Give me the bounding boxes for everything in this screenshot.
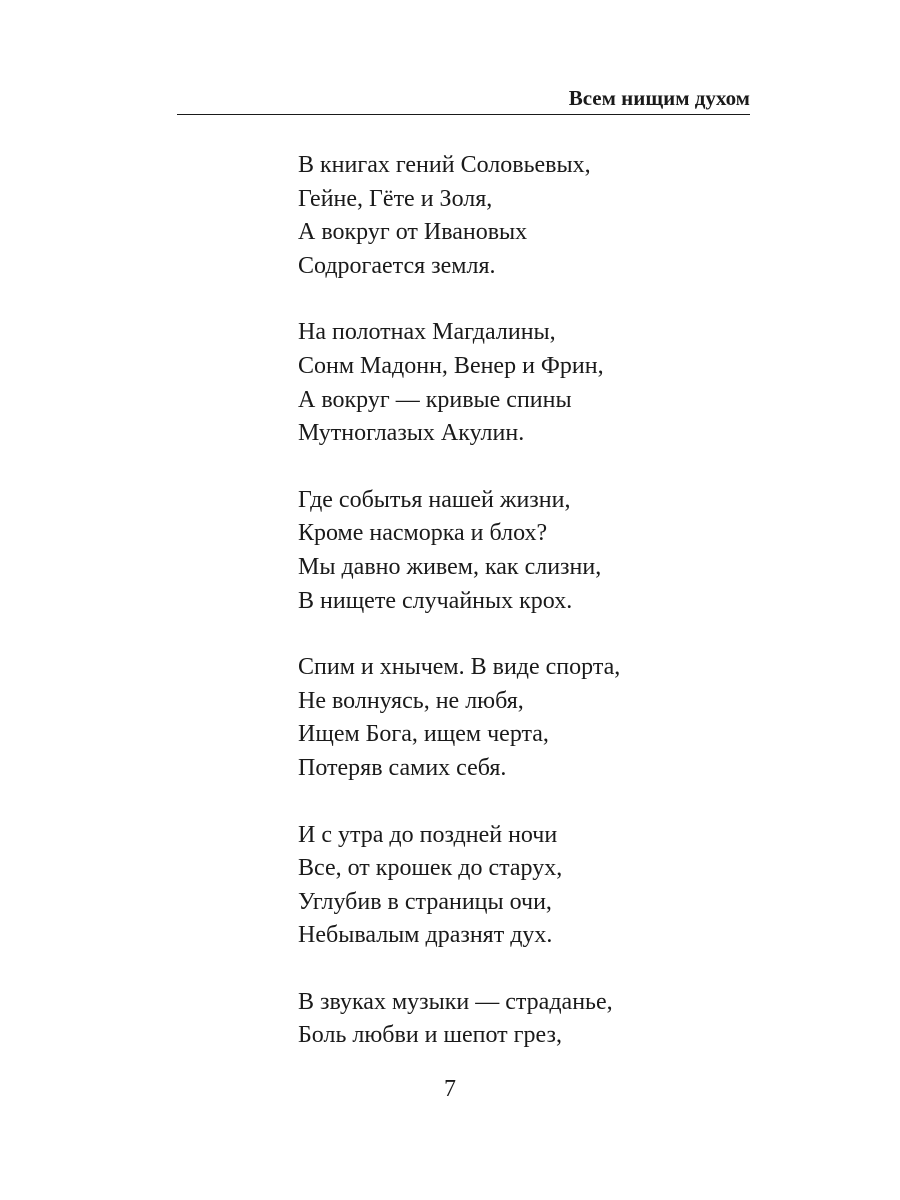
poem-line: Содрогается земля.	[298, 252, 496, 279]
poem-line: Сонм Мадонн, Венер и Фрин,	[298, 352, 604, 379]
poem-line: Мутноглазых Акулин.	[298, 420, 525, 447]
stanza	[298, 651, 738, 785]
stanza	[298, 484, 738, 618]
poem	[298, 149, 738, 1086]
poem-line: И с утра до поздней ночи	[298, 821, 558, 848]
poem-line: Мы давно живем, как слизни,	[298, 553, 602, 580]
stanza	[298, 819, 738, 953]
stanza	[298, 149, 738, 283]
poem-line: А вокруг — кривые спины	[298, 386, 572, 413]
poem-line: На полотнах Магдалины,	[298, 319, 556, 346]
poem-line: В книгах гений Соловьевых,	[298, 152, 591, 178]
poem-line: Кроме насморка и блох?	[298, 520, 548, 547]
poem-line: Спим и хнычем. В виде спорта,	[298, 654, 621, 681]
poem-line: Потеряв самих себя.	[298, 754, 507, 781]
poem-line: Гейне, Гёте и Золя,	[298, 185, 493, 212]
poem-line: Ищем Бога, ищем черта,	[298, 721, 549, 748]
running-head-title: Всем нищим духом	[568, 86, 750, 110]
poem-line: Где событья нашей жизни,	[298, 486, 571, 513]
poem-line: Небывалым дразнят дух.	[298, 922, 553, 949]
poem-line: Все, от крошек до старух,	[298, 855, 563, 882]
poem-line: Боль любви и шепот грез,	[298, 1022, 562, 1049]
poem-line: В звуках музыки — страданье,	[298, 988, 613, 1015]
running-head	[177, 84, 750, 115]
poem-line: В нищете случайных крох.	[298, 587, 573, 614]
poem-line: Не волнуясь, не любя,	[298, 687, 524, 714]
page-number: 7	[444, 1076, 456, 1102]
stanza	[298, 316, 738, 450]
stanza	[298, 986, 738, 1053]
poem-line: А вокруг от Ивановых	[298, 219, 528, 246]
poem-line: Углубив в страницы очи,	[298, 888, 552, 915]
